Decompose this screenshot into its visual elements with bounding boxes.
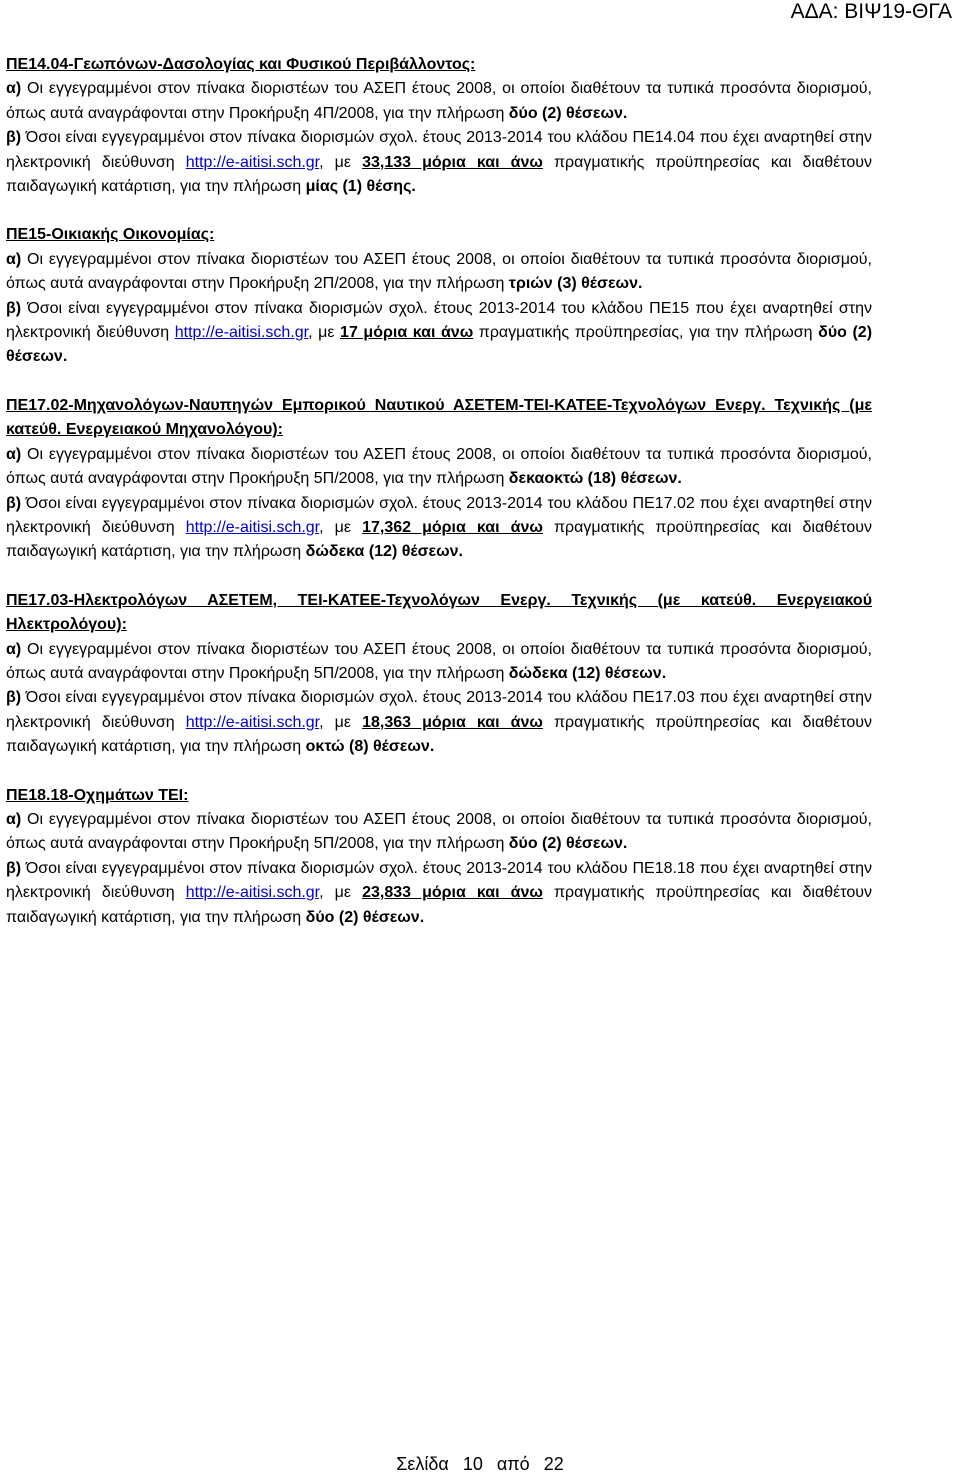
- item-prefix: β): [6, 494, 22, 512]
- paragraph-text: Οι εγγεγραμμένοι στον πίνακα διοριστέων του ΑΣΕΠ έτους 2008, οι οποίοι διαθέτουν τα τυπικά προσόντα διορισμού, όπως αυτά αναγράφονται στην Προκήρυξη 5Π/2008, για την πλήρωση: [6, 810, 872, 853]
- page-total: 22: [543, 1454, 564, 1474]
- paragraph-b: [6, 857, 872, 930]
- positions-count: δεκαοκτώ (18) θέσεων.: [508, 470, 682, 488]
- document-body: [6, 53, 872, 954]
- positions-count: τριών (3) θέσεων.: [508, 275, 643, 293]
- positions-count: δύο (2) θέσεων.: [305, 908, 425, 926]
- section-pe18-18: [6, 784, 872, 930]
- paragraph-text: πραγματικής προϋπηρεσίας και διαθέτουν παιδαγωγική κατάρτιση, για την πλήρωση: [6, 153, 873, 196]
- positions-count: δύο (2) θέσεων.: [508, 104, 628, 122]
- e-aitisi-link[interactable]: http://e-aitisi.sch.gr: [185, 713, 320, 731]
- e-aitisi-link[interactable]: http://e-aitisi.sch.gr: [185, 884, 320, 902]
- page-footer: [0, 1452, 960, 1476]
- paragraph-text: , με: [308, 324, 341, 342]
- points-threshold: 33,133 μόρια και άνω: [362, 153, 543, 171]
- points-threshold: 17,362 μόρια και άνω: [362, 518, 543, 536]
- paragraph-b: [6, 126, 872, 199]
- paragraph-text: Οι εγγεγραμμένοι στον πίνακα διοριστέων του ΑΣΕΠ έτους 2008, οι οποίοι διαθέτουν τα τυπικά προσόντα διορισμού, όπως αυτά αναγράφονται στην Προκήρυξη 5Π/2008, για την πλήρωση: [6, 640, 872, 682]
- item-prefix: α): [6, 810, 22, 828]
- paragraph-a: [6, 77, 872, 126]
- section-pe17-02: [6, 394, 872, 565]
- paragraph-text: Όσοι είναι εγγεγραμμένοι στον πίνακα διορισμών σχολ. έτους 2013-2014 του κλάδου ΠΕ15 που έχει αναρτηθεί στην ηλεκτρονική διεύθυνση: [6, 299, 872, 342]
- paragraph-text: , με: [319, 518, 363, 536]
- section-heading: ΠΕ17.03-Ηλεκτρολόγων ΑΣΕΤΕΜ, ΤΕΙ-ΚΑΤΕΕ-Τεχνολόγων Ενεργ. Τεχνικής (με κατεύθ. Ενεργειακού Ηλεκτρολόγου):: [6, 591, 872, 634]
- paragraph-text: πραγματικής προϋπηρεσίας, για την πλήρωση: [473, 324, 819, 342]
- paragraph-text: Οι εγγεγραμμένοι στον πίνακα διοριστέων του ΑΣΕΠ έτους 2008, οι οποίοι διαθέτουν τα τυπικά προσόντα διορισμού, όπως αυτά αναγράφονται στην Προκήρυξη 4Π/2008, για την πλήρωση: [6, 80, 872, 122]
- paragraph-text: , με: [319, 153, 363, 171]
- section-pe15: [6, 223, 872, 369]
- section-heading: ΠΕ14.04-Γεωπόνων-Δασολογίας και Φυσικού Περιβάλλοντος:: [6, 56, 476, 73]
- paragraph-a: [6, 808, 872, 857]
- e-aitisi-link[interactable]: http://e-aitisi.sch.gr: [174, 324, 309, 342]
- paragraph-a: [6, 443, 872, 492]
- positions-count: δώδεκα (12) θέσεων.: [508, 664, 667, 682]
- positions-count: δύο (2) θέσεων.: [508, 835, 628, 853]
- paragraph-text: Όσοι είναι εγγεγραμμένοι στον πίνακα διορισμών σχολ. έτους 2013-2014 του κλάδου ΠΕ18.18 που έχει αναρτηθεί στην ηλεκτρονική διεύθυνση: [6, 859, 872, 902]
- e-aitisi-link[interactable]: http://e-aitisi.sch.gr: [185, 153, 320, 171]
- ada-code: ΑΔΑ: ΒΙΨ19-ΘΓΑ: [790, 0, 952, 23]
- paragraph-text: Οι εγγεγραμμένοι στον πίνακα διοριστέων του ΑΣΕΠ έτους 2008, οι οποίοι διαθέτουν τα τυπικά προσόντα διορισμού, όπως αυτά αναγράφονται στην Προκήρυξη 2Π/2008, για την πλήρωση: [6, 250, 872, 293]
- e-aitisi-link[interactable]: http://e-aitisi.sch.gr: [185, 518, 320, 536]
- section-heading: ΠΕ17.02-Μηχανολόγων-Ναυπηγών Εμπορικού Ναυτικού ΑΣΕΤΕΜ-ΤΕΙ-ΚΑΤΕΕ-Τεχνολόγων Ενεργ. Τεχνικής (με κατεύθ. Ενεργειακού Μηχανολόγου):: [6, 396, 872, 439]
- section-pe17-03: [6, 589, 872, 760]
- paragraph-text: πραγματικής προϋπηρεσίας και διαθέτουν παιδαγωγική κατάρτιση, για την πλήρωση: [6, 518, 873, 561]
- item-prefix: β): [6, 129, 22, 147]
- paragraph-a: [6, 248, 872, 297]
- item-prefix: α): [6, 640, 22, 658]
- paragraph-text: Όσοι είναι εγγεγραμμένοι στον πίνακα διορισμών σχολ. έτους 2013-2014 του κλάδου ΠΕ17.02 που έχει αναρτηθεί στην ηλεκτρονική διεύθυνση: [6, 494, 872, 536]
- item-prefix: α): [6, 445, 22, 463]
- item-prefix: α): [6, 80, 22, 98]
- item-prefix: β): [6, 299, 22, 317]
- paragraph-text: , με: [319, 713, 363, 731]
- section-heading: ΠΕ18.18-Οχημάτων ΤΕΙ:: [6, 786, 189, 804]
- section-heading: ΠΕ15-Οικιακής Οικονομίας:: [6, 226, 215, 244]
- paragraph-b: [6, 492, 872, 565]
- positions-count: δώδεκα (12) θέσεων.: [305, 543, 463, 561]
- points-threshold: 23,833 μόρια και άνω: [362, 884, 543, 902]
- paragraph-text: πραγματικής προϋπηρεσίας και διαθέτουν παιδαγωγική κατάρτιση, για την πλήρωση: [6, 713, 873, 756]
- item-prefix: β): [6, 689, 22, 707]
- paragraph-text: Όσοι είναι εγγεγραμμένοι στον πίνακα διορισμών σχολ. έτους 2013-2014 του κλάδου ΠΕ17.03 που έχει αναρτηθεί στην ηλεκτρονική διεύθυνση: [6, 689, 872, 731]
- item-prefix: α): [6, 250, 22, 268]
- positions-count: οκτώ (8) θέσεων.: [305, 738, 435, 756]
- points-threshold: 17 μόρια και άνω: [340, 324, 474, 342]
- paragraph-text: πραγματικής προϋπηρεσίας και διαθέτουν παιδαγωγική κατάρτιση, για την πλήρωση: [6, 884, 873, 926]
- paragraph-b: [6, 686, 872, 759]
- page-of-label: από: [496, 1454, 530, 1474]
- paragraph-text: , με: [319, 884, 363, 902]
- section-pe14-04: [6, 53, 872, 199]
- points-threshold: 18,363 μόρια και άνω: [362, 713, 543, 731]
- page-number: 10: [462, 1454, 483, 1474]
- page-label: Σελίδα: [396, 1454, 449, 1474]
- paragraph-b: [6, 297, 872, 370]
- positions-count: δύο (2) θέσεων.: [6, 324, 873, 366]
- paragraph-text: Όσοι είναι εγγεγραμμένοι στον πίνακα διορισμών σχολ. έτους 2013-2014 του κλάδου ΠΕ14.04 που έχει αναρτηθεί στην ηλεκτρονική διεύθυνση: [6, 129, 872, 171]
- item-prefix: β): [6, 859, 22, 877]
- paragraph-text: Οι εγγεγραμμένοι στον πίνακα διοριστέων του ΑΣΕΠ έτους 2008, οι οποίοι διαθέτουν τα τυπικά προσόντα διορισμού, όπως αυτά αναγράφονται στην Προκήρυξη 5Π/2008, για την πλήρωση: [6, 445, 872, 488]
- positions-count: μίας (1) θέσης.: [305, 178, 416, 196]
- paragraph-a: [6, 638, 872, 687]
